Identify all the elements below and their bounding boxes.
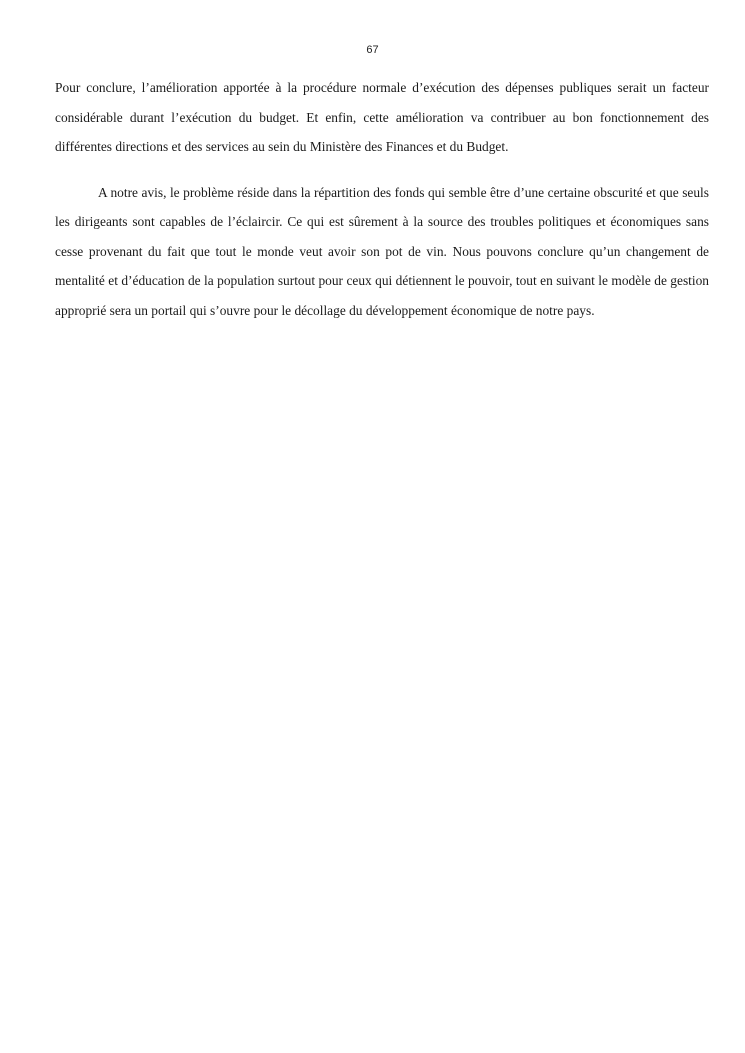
conclusion-paragraph: Pour conclure, l’amélioration apportée à la procédure normale d’exécution des dépenses publiques serait un facteur considérable durant l’exécution du budget. Et enfin, cette amélioration va contribuer au bon fonctionnement des différentes directions et des services au sein du Ministère des Finances et du Budget. (55, 80, 709, 154)
page-number: 67 (366, 44, 379, 56)
document-body (55, 73, 709, 325)
opinion-paragraph: A notre avis, le problème réside dans la répartition des fonds qui semble être d’une certaine obscurité et que seuls les dirigeants sont capables de l’éclaircir. Ce qui est sûrement à la source des troubles politiques et économiques sans cesse provenant du fait que tout le monde veut avoir son pot de vin. Nous pouvons conclure qu’un changement de mentalité et d’éducation de la population surtout pour ceux qui détiennent le pouvoir, tout en suivant le modèle de gestion approprié sera un portail qui s’ouvre pour le décollage du développement économique de notre pays. (55, 184, 709, 318)
